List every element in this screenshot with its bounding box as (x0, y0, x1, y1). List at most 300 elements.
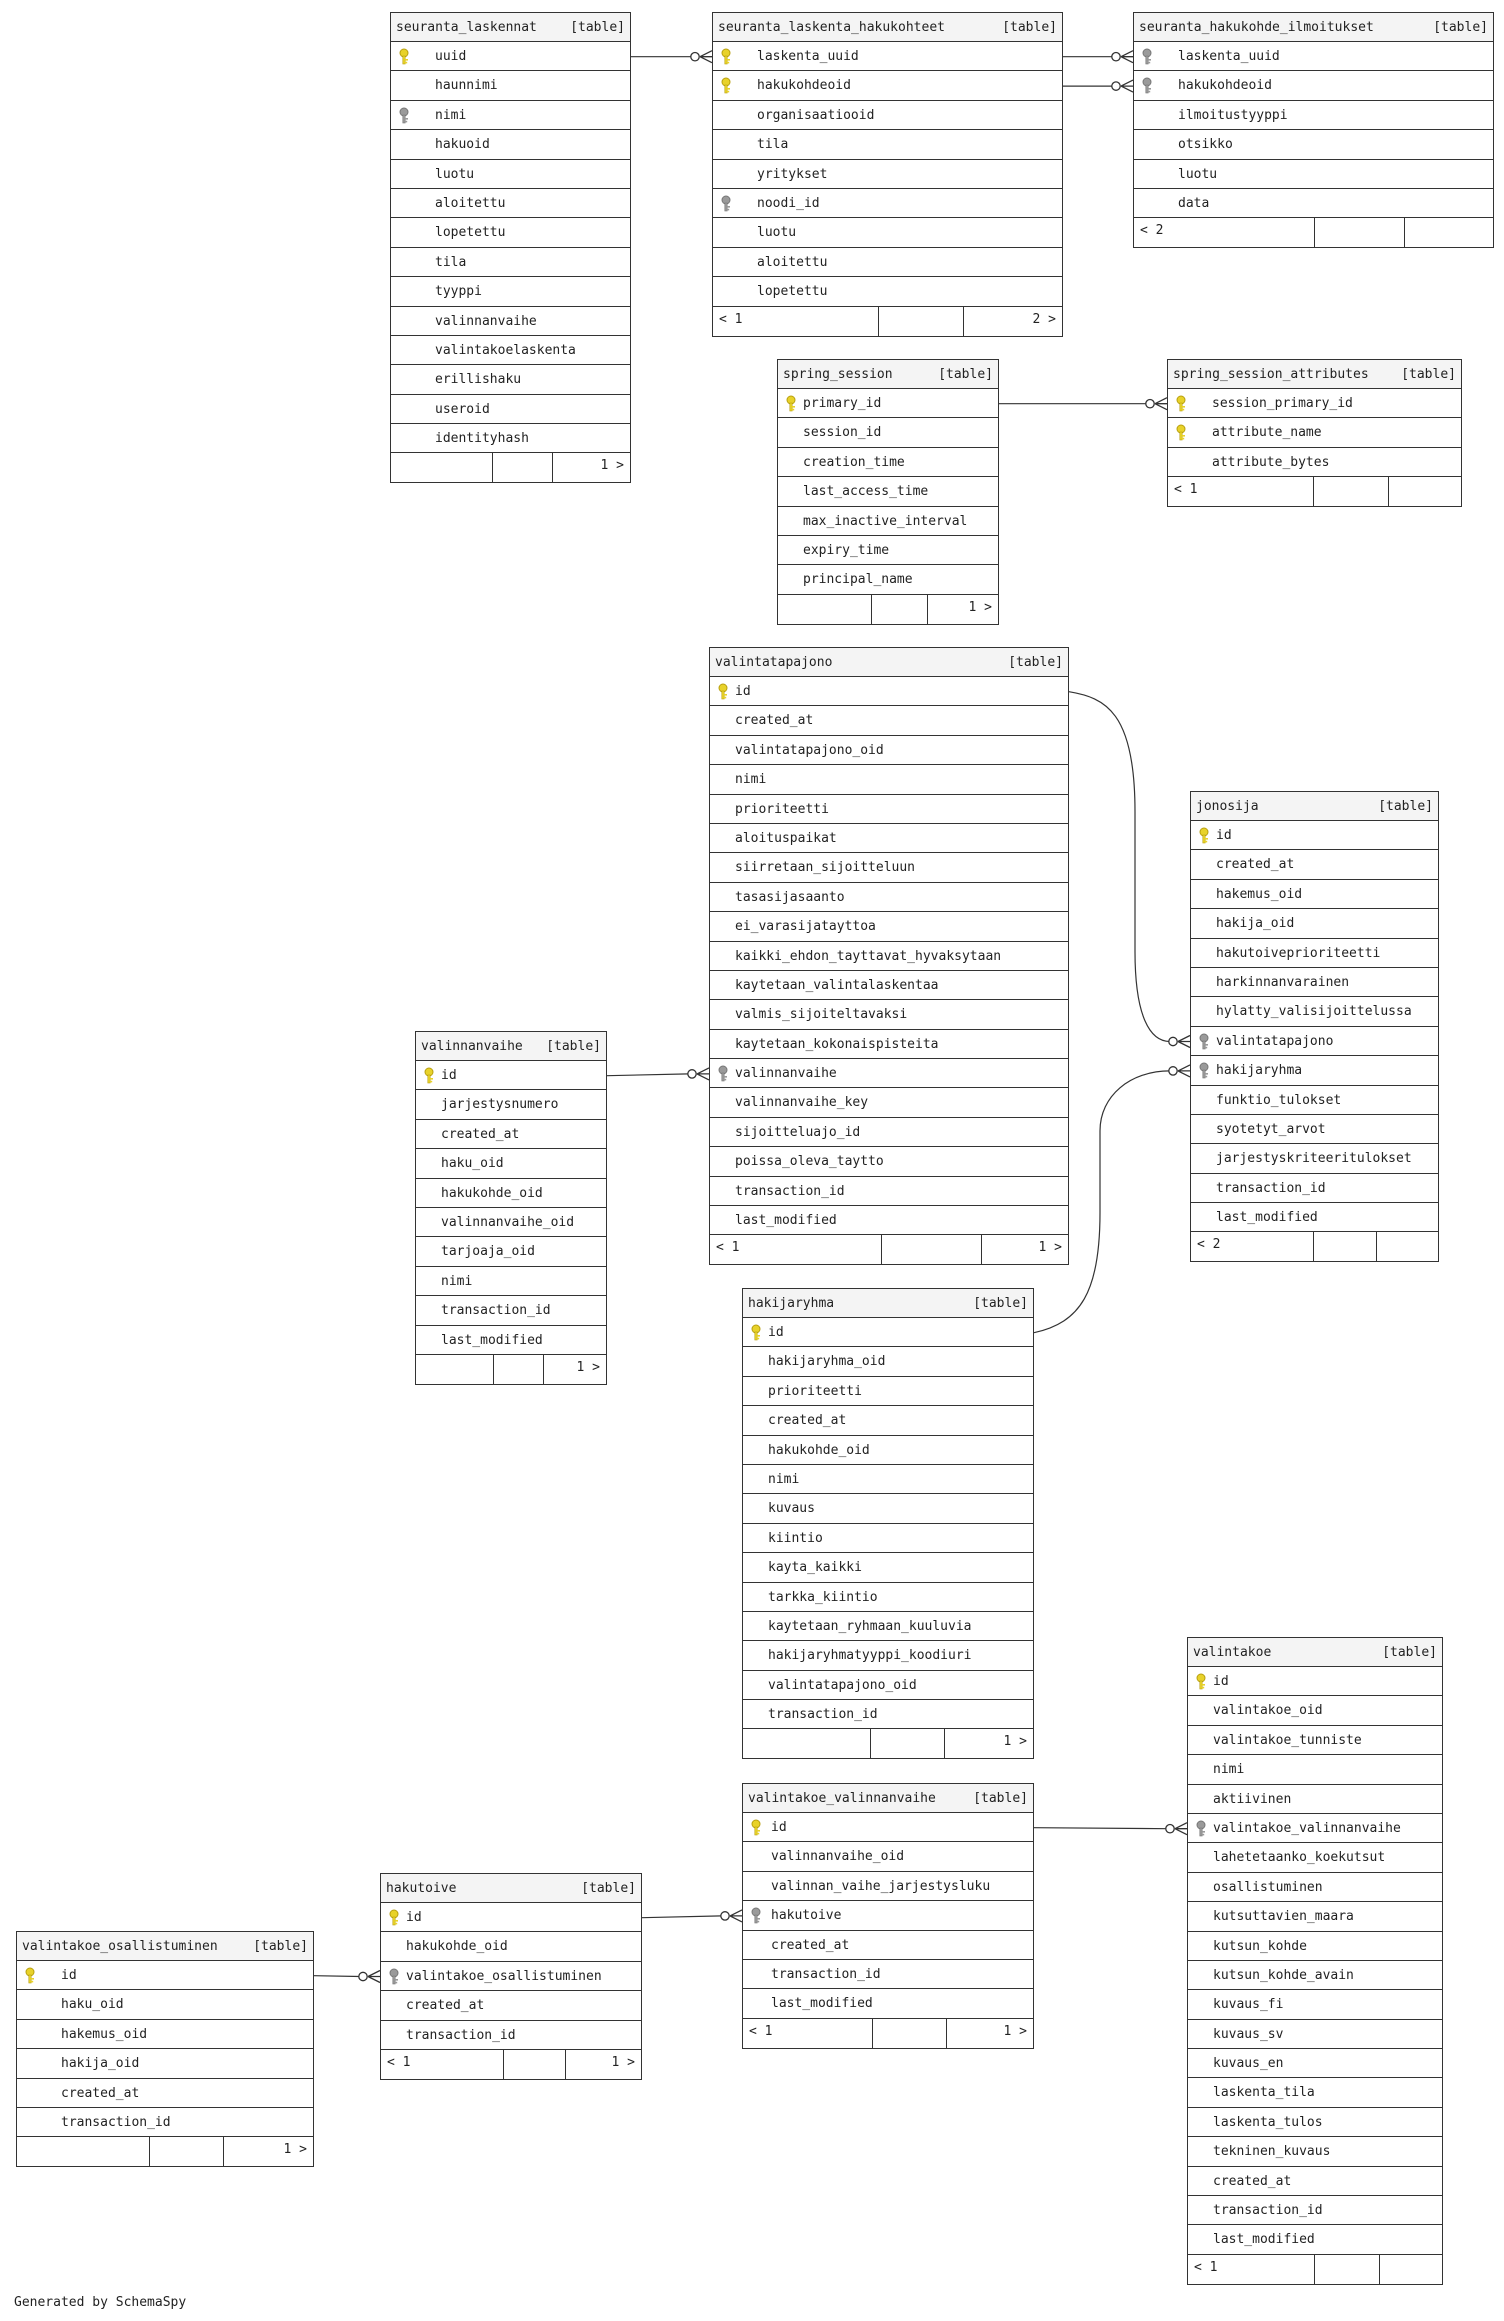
column-row (1188, 1961, 1442, 1990)
column-name: id (771, 1820, 787, 1835)
column-row (743, 1989, 1033, 2018)
column-name: transaction_id (1213, 2203, 1323, 2219)
table-name: seuranta_hakukohde_ilmoitukset (1139, 19, 1374, 35)
table-name: hakijaryhma (748, 1295, 835, 1311)
column-row (710, 1118, 1068, 1147)
column-row (743, 1612, 1033, 1641)
column-row (381, 1903, 641, 1932)
table-footer-cell (871, 1729, 945, 1758)
table-footer-cell (493, 453, 553, 482)
table-name: valintatapajono (715, 654, 833, 670)
column-row (1191, 821, 1438, 850)
column-row (778, 418, 998, 447)
table-header (1188, 1638, 1442, 1667)
column-name: nimi (435, 107, 467, 123)
column-row (391, 189, 630, 218)
column-row (1188, 1785, 1442, 1814)
table-footer-cell: < 1 (381, 2050, 504, 2079)
primary-key-icon (23, 1967, 37, 1984)
column-row (1134, 101, 1493, 130)
column-name: aktiivinen (1213, 1791, 1292, 1807)
column-row (1134, 42, 1493, 71)
column-name: hakuoid (435, 137, 490, 153)
table-footer-cell: < 1 (743, 2019, 873, 2048)
foreign-key-icon (1197, 1033, 1211, 1050)
table-footer-cell (879, 307, 964, 336)
column-name: tarjoaja_oid (441, 1244, 535, 1260)
column-row (778, 565, 998, 594)
table-name: hakutoive (386, 1880, 457, 1896)
column-name: luotu (435, 166, 475, 182)
column-name: nimi (441, 1273, 473, 1289)
column-name: nimi (735, 772, 767, 788)
column-row (743, 1406, 1033, 1435)
table-header (1168, 360, 1461, 389)
column-name: valintakoe_oid (1213, 1703, 1323, 1719)
table-footer (1134, 218, 1493, 247)
column-name: id (1213, 1674, 1229, 1689)
column-name: created_at (61, 2085, 140, 2101)
column-name: kutsuttavien_maara (1213, 1909, 1354, 1925)
table-type-tag: [table] (546, 1038, 601, 1054)
table-footer-cell: 1 > (611, 2054, 635, 2070)
table-name: valinnanvaihe (421, 1038, 523, 1054)
table-valinnanvaihe (415, 1031, 607, 1385)
table-header (743, 1289, 1033, 1318)
column-name: lahetetaanko_koekutsut (1213, 1850, 1386, 1866)
column-name: last_modified (1216, 1210, 1318, 1226)
column-name: valintatapajono_oid (735, 742, 884, 758)
table-footer-cell (1315, 218, 1405, 247)
column-name: transaction_id (1216, 1180, 1326, 1196)
table-footer-cell (494, 1355, 544, 1384)
table-header (391, 13, 630, 42)
column-name: prioriteetti (735, 801, 829, 817)
column-name: valinnanvaihe_key (735, 1095, 869, 1111)
table-footer-cell (743, 1729, 871, 1758)
column-row (391, 277, 630, 306)
table-header (17, 1932, 313, 1961)
table-header (710, 648, 1068, 677)
column-row (710, 824, 1068, 853)
column-name: laskenta_uuid (1178, 49, 1280, 64)
column-name: created_at (441, 1126, 520, 1142)
table-footer (778, 595, 998, 624)
column-name: max_inactive_interval (803, 513, 968, 529)
column-row (391, 101, 630, 130)
primary-key-icon (1194, 1673, 1208, 1690)
column-name: created_at (1216, 857, 1295, 873)
primary-key-icon (784, 395, 798, 412)
column-name: luotu (757, 225, 797, 241)
table-footer (416, 1355, 606, 1384)
foreign-key-icon (1140, 48, 1154, 65)
column-name: valintakoe_osallistuminen (406, 1968, 602, 1984)
column-row (743, 1671, 1033, 1700)
column-name: last_modified (1213, 2232, 1315, 2248)
column-row (391, 218, 630, 247)
table-footer-cell (391, 453, 493, 482)
column-row (743, 1901, 1033, 1930)
column-row (710, 677, 1068, 706)
table-footer (17, 2137, 313, 2166)
column-row (416, 1237, 606, 1266)
column-row (710, 765, 1068, 794)
column-name: valinnanvaihe_oid (441, 1214, 575, 1230)
column-name: valintatapajono_oid (768, 1677, 917, 1693)
column-row (710, 1147, 1068, 1176)
column-row (1188, 2078, 1442, 2107)
table-name: spring_session_attributes (1173, 366, 1369, 382)
table-type-tag: [table] (1382, 1644, 1437, 1660)
table-seuranta-hakukohde-ilmoitukset (1133, 12, 1494, 248)
table-jonosija (1190, 791, 1439, 1262)
column-name: last_access_time (803, 484, 929, 500)
column-row (1188, 2020, 1442, 2049)
column-row (416, 1179, 606, 1208)
table-footer-cell: < 1 (713, 307, 879, 336)
column-row (743, 1347, 1033, 1376)
table-seuranta-laskenta-hakukohteet (712, 12, 1063, 337)
table-footer-cell (150, 2137, 224, 2166)
table-name: seuranta_laskenta_hakukohteet (718, 19, 945, 35)
column-row (416, 1149, 606, 1178)
column-row (1191, 850, 1438, 879)
column-name: hakukohdeoid (1178, 78, 1272, 94)
column-row (743, 1318, 1033, 1347)
column-name: erillishaku (435, 372, 522, 388)
column-name: tasasijasaanto (735, 889, 845, 905)
column-row (391, 424, 630, 453)
column-row (710, 942, 1068, 971)
relationship-seuranta-laskennat-to-seuranta-laskenta-hakukohteet (631, 51, 712, 63)
column-name: last_modified (441, 1332, 543, 1348)
primary-key-icon (719, 48, 733, 65)
column-name: valinnan_vaihe_jarjestysluku (771, 1878, 991, 1894)
column-row (1188, 2225, 1442, 2254)
column-row (1191, 939, 1438, 968)
table-footer-cell (504, 2050, 566, 2079)
table-footer-cell: 1 > (968, 599, 992, 615)
table-footer (391, 453, 630, 482)
column-row (416, 1090, 606, 1119)
table-footer-cell (1314, 1232, 1377, 1261)
column-name: otsikko (1178, 137, 1233, 153)
primary-key-icon (1174, 395, 1188, 412)
column-name: created_at (735, 713, 814, 729)
table-seuranta-laskennat (390, 12, 631, 483)
column-name: transaction_id (768, 1707, 878, 1723)
column-row (713, 248, 1062, 277)
column-name: yritykset (757, 166, 828, 182)
table-footer-cell: 2 > (1032, 311, 1056, 327)
column-row (381, 1932, 641, 1961)
table-footer-cell: < 2 (1191, 1232, 1314, 1261)
column-name: valinnanvaihe (435, 313, 537, 329)
column-name: poissa_oleva_taytto (735, 1154, 884, 1170)
table-footer (743, 2019, 1033, 2048)
column-name: funktio_tulokset (1216, 1092, 1342, 1108)
table-header (381, 1874, 641, 1903)
column-row (710, 706, 1068, 735)
column-row (710, 795, 1068, 824)
relationship-valintatapajono-to-jonosija (1069, 692, 1190, 1048)
column-name: attribute_name (1212, 425, 1322, 441)
column-row (1188, 2108, 1442, 2137)
column-name: primary_id (803, 396, 882, 411)
table-footer-cell: < 2 (1134, 218, 1315, 247)
column-row (1168, 418, 1461, 447)
table-spring-session (777, 359, 999, 625)
table-footer-cell (873, 2019, 947, 2048)
table-header (1134, 13, 1493, 42)
column-row (710, 1088, 1068, 1117)
column-row (713, 160, 1062, 189)
table-footer-cell: 1 > (600, 458, 624, 474)
table-type-tag: [table] (1378, 798, 1433, 814)
column-name: kaytetaan_ryhmaan_kuuluvia (768, 1618, 972, 1634)
column-row (713, 42, 1062, 71)
column-row (743, 1583, 1033, 1612)
foreign-key-icon (1194, 1820, 1208, 1837)
column-name: hakija_oid (1216, 916, 1295, 932)
column-row (1191, 880, 1438, 909)
column-name: id (735, 684, 751, 699)
column-name: expiry_time (803, 542, 890, 558)
column-name: harkinnanvarainen (1216, 974, 1350, 990)
relationship-spring-session-to-spring-session-attributes (999, 398, 1167, 410)
table-spring-session-attributes (1167, 359, 1462, 507)
column-row (710, 1059, 1068, 1088)
table-type-tag: [table] (973, 1295, 1028, 1311)
column-name: aloitettu (757, 254, 828, 270)
column-name: noodi_id (757, 195, 820, 211)
table-footer-cell (1377, 1232, 1438, 1261)
table-header (416, 1032, 606, 1061)
table-footer (710, 1235, 1068, 1264)
column-name: tila (757, 137, 789, 153)
column-row (1188, 2049, 1442, 2078)
column-name: hakemus_oid (61, 2026, 148, 2042)
column-row (17, 1990, 313, 2019)
column-row (1191, 997, 1438, 1026)
column-row (1188, 1873, 1442, 1902)
column-name: attribute_bytes (1212, 454, 1330, 470)
primary-key-icon (387, 1909, 401, 1926)
column-name: session_primary_id (1212, 396, 1353, 411)
column-row (713, 277, 1062, 306)
column-row (778, 536, 998, 565)
column-row (1188, 1814, 1442, 1843)
table-footer-cell (17, 2137, 150, 2166)
relationship-hakutoive-to-valintakoe-valinnanvaihe (642, 1910, 742, 1922)
table-footer-cell (1405, 218, 1493, 247)
column-row (778, 389, 998, 418)
column-row (713, 218, 1062, 247)
relationship-seuranta-laskenta-hakukohteet-to-seuranta-hakukohde-ilmoitukset (1063, 80, 1133, 92)
column-row (710, 736, 1068, 765)
primary-key-icon (1174, 424, 1188, 441)
column-row (1188, 2196, 1442, 2225)
column-row (1134, 189, 1493, 218)
table-footer-cell: < 1 (710, 1235, 882, 1264)
column-name: siirretaan_sijoitteluun (735, 860, 916, 876)
column-name: tila (435, 254, 467, 270)
table-valintakoe-valinnanvaihe (742, 1783, 1034, 2049)
column-name: hakija_oid (61, 2056, 140, 2072)
column-row (1188, 1755, 1442, 1784)
column-name: kaytetaan_kokonaispisteita (735, 1036, 939, 1052)
column-row (1134, 130, 1493, 159)
column-row (391, 248, 630, 277)
table-type-tag: [table] (581, 1880, 636, 1896)
column-name: identityhash (435, 431, 529, 447)
column-name: laskenta_tulos (1213, 2114, 1323, 2130)
table-footer-cell (872, 595, 928, 624)
primary-key-icon (749, 1324, 763, 1341)
column-name: kutsun_kohde_avain (1213, 1967, 1354, 1983)
column-row (1188, 1696, 1442, 1725)
table-footer-cell: 1 > (1003, 1734, 1027, 1750)
column-row (778, 507, 998, 536)
table-type-tag: [table] (938, 366, 993, 382)
column-name: hakemus_oid (1216, 886, 1303, 902)
column-row (743, 1494, 1033, 1523)
table-footer-cell: < 1 (1188, 2255, 1315, 2284)
column-name: valmis_sijoiteltavaksi (735, 1007, 908, 1023)
column-row (710, 883, 1068, 912)
generated-by-footer: Generated by SchemaSpy (14, 2295, 187, 2310)
table-footer (1191, 1232, 1438, 1261)
column-row (1188, 2137, 1442, 2166)
column-name: hakijaryhma_oid (768, 1354, 886, 1370)
foreign-key-icon (1140, 77, 1154, 94)
table-name: valintakoe (1193, 1644, 1272, 1660)
column-row (416, 1061, 606, 1090)
column-row (743, 1700, 1033, 1729)
relationship-seuranta-laskenta-hakukohteet-to-seuranta-hakukohde-ilmoitukset (1063, 51, 1133, 63)
column-row (713, 101, 1062, 130)
column-name: hylatty_valisijoittelussa (1216, 1004, 1412, 1020)
primary-key-icon (397, 48, 411, 65)
column-row (710, 1030, 1068, 1059)
column-row (1191, 1056, 1438, 1085)
column-row (1134, 71, 1493, 100)
column-row (1188, 1843, 1442, 1872)
column-row (17, 2049, 313, 2078)
column-name: kaytetaan_valintalaskentaa (735, 977, 939, 993)
column-name: creation_time (803, 454, 905, 470)
table-hakijaryhma (742, 1288, 1034, 1759)
column-row (391, 336, 630, 365)
table-valintatapajono (709, 647, 1069, 1265)
column-row (1168, 448, 1461, 477)
column-name: id (441, 1068, 457, 1083)
primary-key-icon (422, 1067, 436, 1084)
column-row (1191, 1027, 1438, 1056)
column-name: haunnimi (435, 78, 498, 94)
column-name: aloituspaikat (735, 830, 837, 846)
table-footer-cell (882, 1235, 982, 1264)
table-name: spring_session (783, 366, 893, 382)
column-name: useroid (435, 401, 490, 417)
column-name: id (61, 1968, 77, 1983)
column-row (1188, 1726, 1442, 1755)
column-row (710, 1000, 1068, 1029)
table-header (743, 1784, 1033, 1813)
table-header (1191, 792, 1438, 821)
column-row (710, 971, 1068, 1000)
column-name: sijoitteluajo_id (735, 1124, 861, 1140)
column-row (1191, 1086, 1438, 1115)
foreign-key-icon (749, 1907, 763, 1924)
column-row (391, 395, 630, 424)
table-type-tag: [table] (253, 1938, 308, 1954)
column-name: last_modified (735, 1213, 837, 1229)
column-name: valintakoe_valinnanvaihe (1213, 1820, 1401, 1836)
foreign-key-icon (716, 1065, 730, 1082)
column-name: kuvaus (768, 1501, 815, 1517)
column-row (416, 1326, 606, 1355)
column-name: laskenta_uuid (757, 49, 859, 64)
primary-key-icon (1197, 827, 1211, 844)
column-row (1188, 1932, 1442, 1961)
column-row (743, 1813, 1033, 1842)
table-footer-cell: 1 > (283, 2142, 307, 2158)
column-name: nimi (1213, 1762, 1245, 1778)
column-row (1188, 1902, 1442, 1931)
table-header (713, 13, 1062, 42)
column-row (713, 130, 1062, 159)
column-row (743, 1465, 1033, 1494)
table-name: valintakoe_osallistuminen (22, 1938, 218, 1954)
column-row (1134, 160, 1493, 189)
column-row (391, 130, 630, 159)
table-footer-cell: 1 > (1003, 2023, 1027, 2039)
column-row (743, 1842, 1033, 1871)
column-row (1188, 1990, 1442, 2019)
column-name: valinnanvaihe (735, 1066, 837, 1082)
column-name: lopetettu (435, 225, 506, 241)
table-type-tag: [table] (973, 1790, 1028, 1806)
column-name: kutsun_kohde (1213, 1938, 1307, 1954)
column-name: kaikki_ehdon_tayttavat_hyvaksytaan (735, 948, 1002, 964)
column-name: transaction_id (735, 1183, 845, 1199)
column-name: data (1178, 195, 1210, 211)
column-name: lopetettu (757, 284, 828, 300)
column-name: hakukohde_oid (768, 1442, 870, 1458)
column-name: last_modified (771, 1996, 873, 2012)
column-name: kiintio (768, 1530, 823, 1546)
column-name: id (768, 1325, 784, 1340)
table-type-tag: [table] (1433, 19, 1488, 35)
table-footer-cell (778, 595, 872, 624)
column-row (710, 1206, 1068, 1235)
column-name: valintakoelaskenta (435, 342, 576, 358)
column-row (778, 477, 998, 506)
column-name: organisaatiooid (757, 107, 875, 123)
primary-key-icon (749, 1819, 763, 1836)
column-row (1168, 389, 1461, 418)
column-name: laskenta_tila (1213, 2085, 1315, 2101)
column-name: transaction_id (406, 2027, 516, 2043)
column-name: created_at (406, 1998, 485, 2014)
relationship-valintakoe-osallistuminen-to-hakutoive (314, 1971, 380, 1983)
column-name: syotetyt_arvot (1216, 1121, 1326, 1137)
relationship-valinnanvaihe-to-valintatapajono (607, 1068, 709, 1080)
column-row (416, 1296, 606, 1325)
column-name: nimi (768, 1471, 800, 1487)
